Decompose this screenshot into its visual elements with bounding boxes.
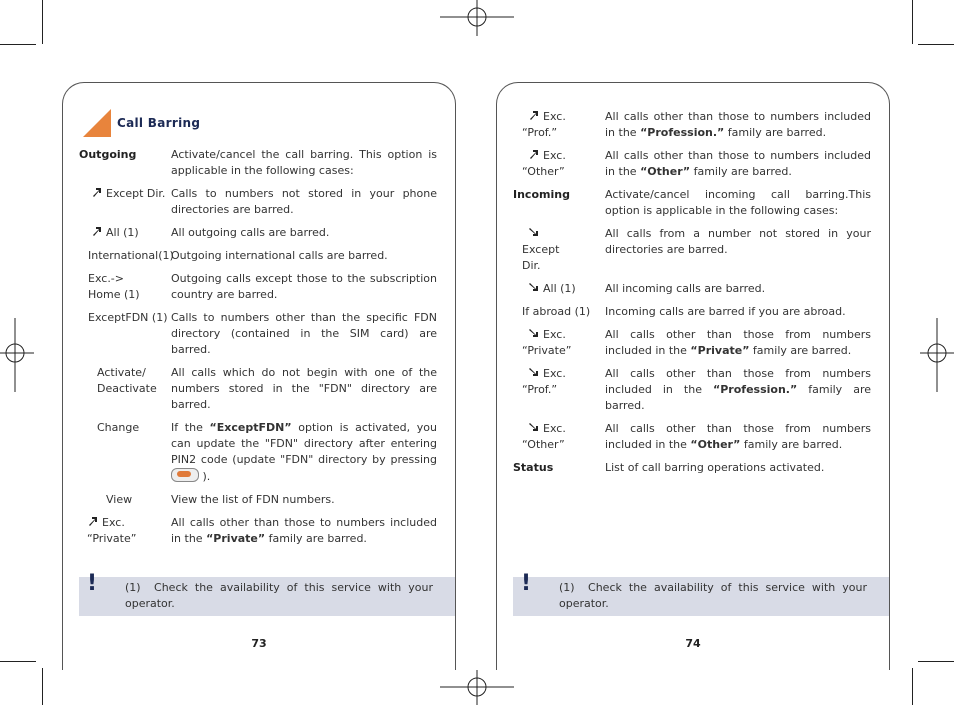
row-label-text: Exc. “Private” <box>87 516 137 545</box>
row-label-text: Except Dir. <box>106 187 166 200</box>
row-text <box>605 327 871 359</box>
row-label <box>79 225 171 241</box>
arrow-up-right-icon <box>91 186 103 198</box>
arrow-up-right-icon <box>87 515 99 527</box>
row-exc-prof-in <box>513 366 871 414</box>
row-label-text: Exc. “Prof.” <box>522 367 566 396</box>
row-all-in <box>513 281 871 297</box>
row-label <box>513 109 605 141</box>
row-text: Outgoing calls except those to the subscription country are barred. <box>171 272 437 301</box>
registration-mark-top <box>440 0 514 36</box>
row-outgoing <box>79 147 437 179</box>
registration-mark-left <box>0 318 34 392</box>
row-text <box>605 148 871 180</box>
row-label <box>513 366 605 414</box>
row-label: Outgoing <box>79 148 137 161</box>
row-label <box>513 421 605 453</box>
row-text-part: family are barred. <box>690 165 792 178</box>
footnote-body: Check the availability of this service with your operator. <box>559 581 867 610</box>
row-label: Exc.-> Home (1) <box>88 272 140 301</box>
row-international <box>79 248 437 264</box>
arrow-down-right-icon <box>528 366 540 378</box>
row-text-part: family are barred. <box>265 532 367 545</box>
row-text-part: All calls other than those from numbers included in the <box>605 367 871 396</box>
section-header <box>83 109 200 137</box>
row-text: Activate/cancel incoming call barring.This option is applicable in the following cases: <box>605 188 871 217</box>
row-label: If abroad (1) <box>522 305 591 318</box>
arrow-up-right-icon <box>91 225 103 237</box>
row-text: Calls to numbers not stored in your phone directories are barred. <box>171 187 437 216</box>
row-text <box>171 420 437 485</box>
row-label-text: All (1) <box>543 282 576 295</box>
row-label: Incoming <box>513 188 570 201</box>
footnote-body: Check the availability of this service with your operator. <box>125 581 433 610</box>
registration-mark-bottom <box>440 670 514 705</box>
row-label <box>513 281 605 297</box>
arrow-down-right-icon <box>528 281 540 293</box>
arrow-down-right-icon <box>528 226 540 238</box>
row-text-bold: “Other” <box>640 165 691 178</box>
row-text: View the list of FDN numbers. <box>171 493 335 506</box>
arrow-down-right-icon <box>528 421 540 433</box>
warning-icon: ! <box>87 571 98 596</box>
right-page <box>496 82 890 670</box>
row-text-part: All calls other than those from numbers included in the <box>605 422 871 451</box>
row-text-bold: “Private” <box>206 532 266 545</box>
left-page <box>62 82 456 670</box>
row-text-bold: “Profession.” <box>640 126 725 139</box>
row-if-abroad <box>513 304 871 320</box>
registration-mark-right <box>920 318 954 392</box>
ok-key-icon <box>171 468 199 482</box>
row-label <box>513 327 605 359</box>
row-label: Activate/ Deactivate <box>97 366 157 395</box>
row-label: Status <box>513 461 554 474</box>
row-text: Outgoing international calls are barred. <box>171 249 388 262</box>
row-text-bold: “Profession.” <box>713 383 798 396</box>
row-label-text: All (1) <box>106 226 139 239</box>
row-text-part: family are barred. <box>740 438 843 451</box>
row-exc-private <box>79 515 437 547</box>
row-text: All outgoing calls are barred. <box>171 226 330 239</box>
row-label: View <box>106 493 133 506</box>
orange-triangle-icon <box>83 109 111 137</box>
row-text: Incoming calls are barred if you are abroad. <box>605 305 846 318</box>
row-text: All calls from a number not stored in your directories are barred. <box>605 227 871 256</box>
row-view <box>79 492 437 508</box>
row-label <box>79 515 171 547</box>
row-text <box>605 366 871 414</box>
row-except-dir <box>79 186 437 218</box>
row-text-part: family are barred. <box>724 126 827 139</box>
row-except-fdn <box>79 310 437 358</box>
footnote-box <box>513 571 889 616</box>
row-label-text: Exc. “Other” <box>522 422 566 451</box>
row-label: ExceptFDN (1) <box>88 311 168 324</box>
footnote-box <box>79 571 455 616</box>
row-text: Activate/cancel the call barring. This option is applicable in the following cases: <box>171 148 437 177</box>
footnote-text <box>125 580 433 612</box>
arrow-down-right-icon <box>528 327 540 339</box>
row-text: All calls which do not begin with one of the numbers stored in the "FDN" directory are barred. <box>171 366 437 411</box>
row-text: List of call barring operations activated. <box>605 461 825 474</box>
row-exc-private-in <box>513 327 871 359</box>
row-incoming <box>513 187 871 219</box>
row-label-text: Except Dir. <box>522 243 560 272</box>
row-label-text: Exc. “Prof.” <box>522 110 566 139</box>
section-title: Call Barring <box>117 116 201 130</box>
row-activate-deactivate <box>79 365 437 413</box>
row-exc-home <box>79 271 437 303</box>
row-text-part: All calls other than those to numbers included in the <box>605 149 871 178</box>
row-text-bold: “ExceptFDN” <box>209 421 292 434</box>
row-change <box>79 420 437 485</box>
row-exc-other-in <box>513 421 871 453</box>
row-label <box>513 226 605 274</box>
row-text-part: family are barred. <box>749 344 852 357</box>
footnote-number: (1) <box>559 581 575 594</box>
warning-icon: ! <box>521 571 532 596</box>
row-text-part: option is activated, you can update the "FDN" directory after entering PIN2 code (update "FDN" directory by pressing <box>171 421 437 466</box>
row-text-bold: “Other” <box>690 438 741 451</box>
row-label-text: Exc. “Private” <box>522 328 572 357</box>
row-text <box>605 421 871 453</box>
row-text <box>171 515 437 547</box>
row-label: International(1) <box>88 249 174 262</box>
row-text: Calls to numbers other than the specific FDN directory (contained in the SIM card) are barred. <box>171 311 437 356</box>
row-text <box>605 109 871 141</box>
row-text-part: family are barred. <box>605 383 872 412</box>
row-label <box>79 186 171 218</box>
footnote-text <box>559 580 867 612</box>
left-definition-list <box>79 147 437 554</box>
row-all <box>79 225 437 241</box>
row-status <box>513 460 871 476</box>
row-text-part: All calls other than those to numbers included in the <box>171 516 437 545</box>
row-label-text: Exc. “Other” <box>522 149 566 178</box>
row-exc-prof-out <box>513 109 871 141</box>
right-definition-list <box>513 109 871 483</box>
row-text: All incoming calls are barred. <box>605 282 766 295</box>
page-number: 74 <box>685 637 701 650</box>
row-text-part: If the <box>171 421 210 434</box>
row-except-dir-in <box>513 226 871 274</box>
row-label: Change <box>97 421 140 434</box>
row-text-bold: “Private” <box>690 344 750 357</box>
arrow-up-right-icon <box>528 148 540 160</box>
footnote-number: (1) <box>125 581 141 594</box>
page-number: 73 <box>251 637 267 650</box>
row-text-part: All calls other than those from numbers included in the <box>605 328 871 357</box>
row-label <box>513 148 605 180</box>
row-exc-other-out <box>513 148 871 180</box>
arrow-up-right-icon <box>528 109 540 121</box>
row-text-part: All calls other than those to numbers included in the <box>605 110 871 139</box>
row-text-part: ). <box>202 470 211 483</box>
